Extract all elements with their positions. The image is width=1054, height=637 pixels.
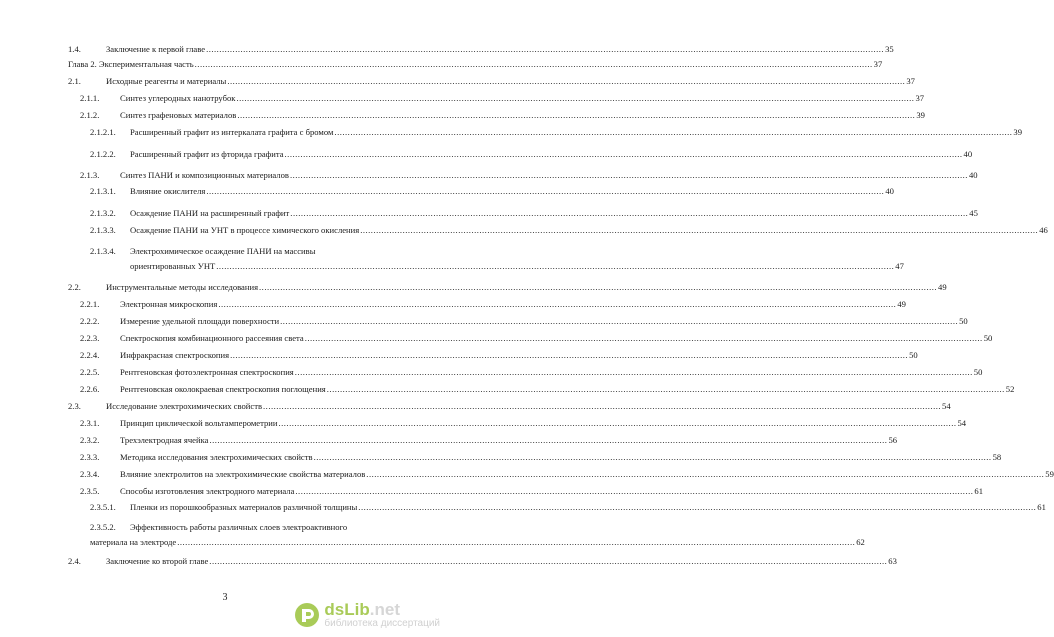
toc-title: Осаждение ПАНИ на УНТ в процессе химического окисления [130,225,360,235]
toc-page: 56 [888,435,898,445]
toc-title: Синтез углеродных нанотрубок [120,93,236,103]
toc-entry[interactable] [80,93,925,104]
toc-title: Влияние окислителя [130,186,206,196]
leader-dots [314,452,992,463]
toc-title: Электронная микроскопия [120,299,218,309]
leader-dots [236,93,914,104]
leader-dots [237,110,915,121]
leader-dots [280,316,958,327]
toc-entry[interactable] [90,502,1046,513]
toc-number: 2.2.5. [80,367,100,377]
toc-number: 2.1.2. [80,110,100,120]
toc-page: 35 [885,44,894,54]
leader-dots [206,186,884,197]
leader-dots [290,208,968,219]
toc-number: 2.2.6. [80,384,100,394]
leader-dots [263,401,941,412]
toc-title: Синтез ПАНИ и композиционных материалов [120,170,289,180]
leader-dots [305,333,983,344]
toc-title: Методика исследования электрохимических свойств [120,452,313,462]
toc-entry[interactable] [80,418,967,429]
dslib-logo-icon [294,602,320,628]
leader-dots [206,44,884,55]
toc-number: 1.4. [68,44,81,54]
toc-title-continuation: материала на электроде [90,537,177,547]
toc-page: 54 [957,418,967,428]
watermark-brand-main: dsLib [324,600,370,619]
leader-dots [334,127,1012,138]
toc-title: Рентгеновская околокраевая спектроскопия поглощения [120,384,326,394]
toc-entry[interactable] [80,333,993,344]
toc-page: 49 [938,282,947,292]
toc-page: 46 [1039,225,1048,235]
toc-entry[interactable] [80,170,978,181]
leader-dots [295,367,973,378]
toc-title: Принцип циклической вольтамперометрии [120,418,278,428]
toc-page: 39 [1013,127,1023,137]
toc-title: Расширенный графит из интеркалата графита с бромом [130,127,334,137]
leader-dots [209,556,887,567]
leader-dots [278,418,956,429]
toc-entry[interactable] [80,452,1002,463]
leader-dots [209,435,887,446]
toc-entry[interactable] [80,110,925,121]
toc-number: 2.1. [68,76,81,86]
toc-entry[interactable] [90,208,978,219]
toc-title: Синтез графеновых материалов [120,110,237,120]
toc-page: 50 [983,333,993,343]
leader-dots [295,486,973,497]
toc-number: 2.1.3.1. [90,186,116,196]
toc-page: 50 [959,316,968,326]
toc-title: Осаждение ПАНИ на расширенный графит [130,208,290,218]
toc-entry[interactable] [68,401,951,412]
toc-entry[interactable] [80,316,968,327]
leader-dots [327,384,1005,395]
toc-number: 2.2.2. [80,316,100,326]
toc-number: 2.3. [68,401,81,411]
toc-page: 47 [895,261,904,271]
toc-page: 63 [888,556,897,566]
toc-page: 58 [992,452,1002,462]
toc-page: 37 [915,93,925,103]
toc-title: Глава 2. Экспериментальная часть [68,59,194,69]
toc-page: 37 [873,59,883,69]
toc-title: Исследование электрохимических свойств [106,401,263,411]
toc-entry[interactable] [90,225,1048,236]
toc-entry[interactable] [68,59,883,70]
toc-title: Инфракрасная спектроскопия [120,350,230,360]
toc-title-continuation: ориентированных УНТ [130,261,216,271]
toc-title: Исходные реагенты и материалы [106,76,227,86]
watermark-brand [324,601,440,618]
toc-page: 52 [1005,384,1015,394]
watermark [294,601,440,629]
toc-entry[interactable] [80,350,918,361]
toc-entry[interactable] [80,486,983,497]
toc-number: 2.4. [68,556,81,566]
toc-number: 2.3.1. [80,418,100,428]
toc-entry-continuation[interactable] [90,537,865,548]
toc-number: 2.2.1. [80,299,100,309]
toc-entry[interactable] [80,469,1054,480]
toc-title: Способы изготовления электродного материала [120,486,295,496]
leader-dots [290,170,968,181]
toc-number: 2.1.1. [80,93,100,103]
toc-number: 2.3.4. [80,469,100,479]
toc-title: Пленки из порошкообразных материалов различной толщины [130,502,358,512]
toc-number: 2.1.2.2. [90,149,116,159]
toc-number: 2.3.5. [80,486,100,496]
leader-dots [230,350,908,361]
toc-number: 2.2.4. [80,350,100,360]
leader-dots [195,59,873,70]
toc-title: Трехэлектродная ячейка [120,435,209,445]
toc-page: 62 [856,537,865,547]
toc-page: 39 [916,110,925,120]
leader-dots [259,282,937,293]
toc-title: Заключение ко второй главе [106,556,209,566]
toc-number: 2.1.3.2. [90,208,116,218]
toc-page: 50 [909,350,918,360]
toc-number: 2.1.2.1. [90,127,116,137]
toc-title: Спектроскопия комбинационного рассеяния света [120,333,304,343]
leader-dots [366,469,1044,480]
toc-entry[interactable] [80,367,983,378]
toc-number: 2.3.5.1. [90,502,116,512]
toc-number: 2.1.3. [80,170,100,180]
leader-dots [216,261,894,272]
toc-number: 2.2.3. [80,333,100,343]
toc-page: 59 [1045,469,1054,479]
toc-entry[interactable] [68,44,894,55]
toc-entry[interactable] [90,522,420,533]
leader-dots [177,537,855,548]
toc-entry[interactable] [80,435,898,446]
toc-page: 40 [963,149,973,159]
toc-title: Рентгеновская фотоэлектронная спектроскопия [120,367,294,377]
toc-page: 40 [968,170,978,180]
watermark-subtitle: библиотека диссертаций [324,618,440,629]
toc-page: 54 [942,401,951,411]
toc-entry[interactable] [90,246,420,257]
toc-entry[interactable] [80,299,906,310]
toc-title: Измерение удельной площади поверхности [120,316,280,326]
toc-number: 2.1.3.3. [90,225,116,235]
toc-entry[interactable] [90,127,1023,138]
toc-title: Инструментальные методы исследования [106,282,259,292]
toc-page: 50 [973,367,983,377]
toc-entry-continuation[interactable] [130,261,904,272]
toc-page: 37 [906,76,915,86]
toc-page: 61 [1037,502,1046,512]
leader-dots [285,149,963,160]
toc-title: Электрохимическое осаждение ПАНИ на массивы [130,246,316,256]
toc-number: 2.2. [68,282,81,292]
toc-entry[interactable] [90,149,973,160]
toc-title: Расширенный графит из фторида графита [130,149,284,159]
toc-title: Влияние электролитов на электрохимические свойства материалов [120,469,366,479]
toc-entry[interactable] [68,76,915,87]
toc-title: Эффективность работы различных слоев электроактивного [130,522,348,532]
toc-page: 61 [974,486,983,496]
toc-entry[interactable] [68,282,947,293]
page-number: 3 [222,592,228,603]
toc-number: 2.3.2. [80,435,100,445]
leader-dots [360,225,1038,236]
watermark-brand-suffix: .net [369,600,400,619]
toc-entry[interactable] [80,384,1015,395]
toc-page: 40 [885,186,894,196]
toc-number: 2.3.3. [80,452,100,462]
leader-dots [358,502,1036,513]
toc-page: 49 [897,299,906,309]
toc-entry[interactable] [68,556,897,567]
toc-number: 2.1.3.4. [90,246,116,256]
leader-dots [227,76,905,87]
toc-number: 2.3.5.2. [90,522,116,532]
leader-dots [218,299,896,310]
toc-page: 45 [969,208,978,218]
toc-title: Заключение к первой главе [106,44,206,54]
toc-entry[interactable] [90,186,894,197]
